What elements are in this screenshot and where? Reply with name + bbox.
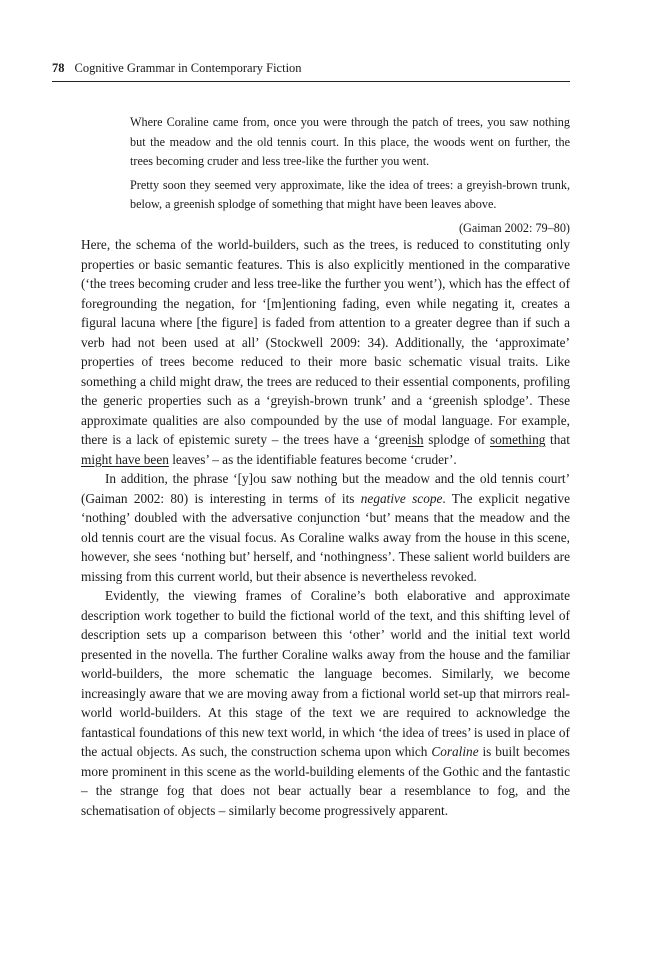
body-p1-text-b: splodge of	[423, 432, 490, 447]
italic-negative-scope: negative scope	[360, 490, 443, 506]
body-paragraph-1	[81, 235, 570, 469]
running-header	[52, 58, 570, 78]
page-number: 78	[52, 61, 65, 75]
body-p3-text-b: is built becomes more prominent in this scene as the world-building elements of the Gothic and the fantastic – the strange fog that does not bear actually bear a resemblance to fog, and the schematisation of objects – similarly become progressively apparent.	[81, 744, 570, 818]
underlined-ish: ish	[408, 432, 424, 447]
body-paragraph-2	[81, 469, 570, 586]
running-title: Cognitive Grammar in Contemporary Fiction	[74, 61, 302, 75]
body-p1-text-d: leaves’ – as the identifiable features become ‘cruder’.	[168, 451, 457, 467]
body-p2-text-a: In addition, the phrase ‘[y]ou saw nothing but the meadow and the old tennis court’ (Gaiman 2002: 80) is interesting in terms of its	[81, 471, 570, 506]
quote-paragraph-2: Pretty soon they seemed very approximate, like the idea of trees: a greyish-brown trunk, below, a greenish splodge of something that might have been leaves above.	[130, 177, 570, 212]
body-p1-text-c: that	[545, 432, 570, 447]
italic-coraline: Coraline	[431, 744, 479, 759]
block-quotation	[130, 113, 570, 239]
header-rule	[52, 81, 570, 82]
body-p3-text-a: Evidently, the viewing frames of Coraline’s both elaborative and approximate description work together to build the fictional world of the text, and this shifting level of description sets up a comparison between this ‘other’ world and the initial text world presented in the novella. The further Coraline walks away from the house and the familiar world-builders, the more schematic the language becomes. Similarly, we become increasingly aware that we are moving away from a fictional world set-up that mirrors real-world world-builders. At this stage of the text we are required to acknowledge the fantastical foundations of this new text world, in which ‘the idea of trees’ is used in place of the actual objects. As such, the construction schema upon which	[81, 588, 570, 759]
underlined-something: something	[489, 432, 546, 447]
body-p1-text-a: Here, the schema of the world-builders, such as the trees, is reduced to constituting only properties or basic semantic features. This is also explicitly mentioned in the comparative (‘the trees becoming cruder and less tree-like the further you went’), which has the effect of foregrounding the negation, for ‘[m]entioning fading, even while negating it, creates a figural lacuna where [the figure] is faded from attention to a greater degree than if such a verb had not been used at all’ (Stockwell 2009: 34). Additionally, the ‘approximate’ properties of trees become reduced to their more basic schematic visual traits. Like something a child might draw, the trees are reduced to their essential components, profiling the generic properties such as a ‘greyish-brown trunk’ and a ‘greenish splodge’. These approximate qualities are also compounded by the use of modal language. For example, there is a lack of epistemic surety – the trees have a ‘green	[81, 237, 570, 447]
underlined-might-have-been: might have been	[81, 451, 169, 467]
body-text	[81, 235, 570, 820]
body-p2-text-b: . The explicit negative ‘nothing’ doubled with the adversative conjunction ‘but’ means that the meadow and the old tennis court are the visual focus. As Coraline walks away from the house in this scene, however, she sees ‘nothing but’ herself, and ‘nothingness’. These salient world builders are missing from this current world, but their absence is nevertheless revoked.	[81, 490, 570, 584]
quote-citation: (Gaiman 2002: 79–80)	[458, 220, 570, 235]
quote-paragraph-1: Where Coraline came from, once you were through the patch of trees, you saw nothing but the meadow and the old tennis court. In this place, the woods went on further, the trees becoming cruder and less tree-like the further you went.	[130, 115, 570, 169]
body-paragraph-3	[81, 586, 570, 820]
